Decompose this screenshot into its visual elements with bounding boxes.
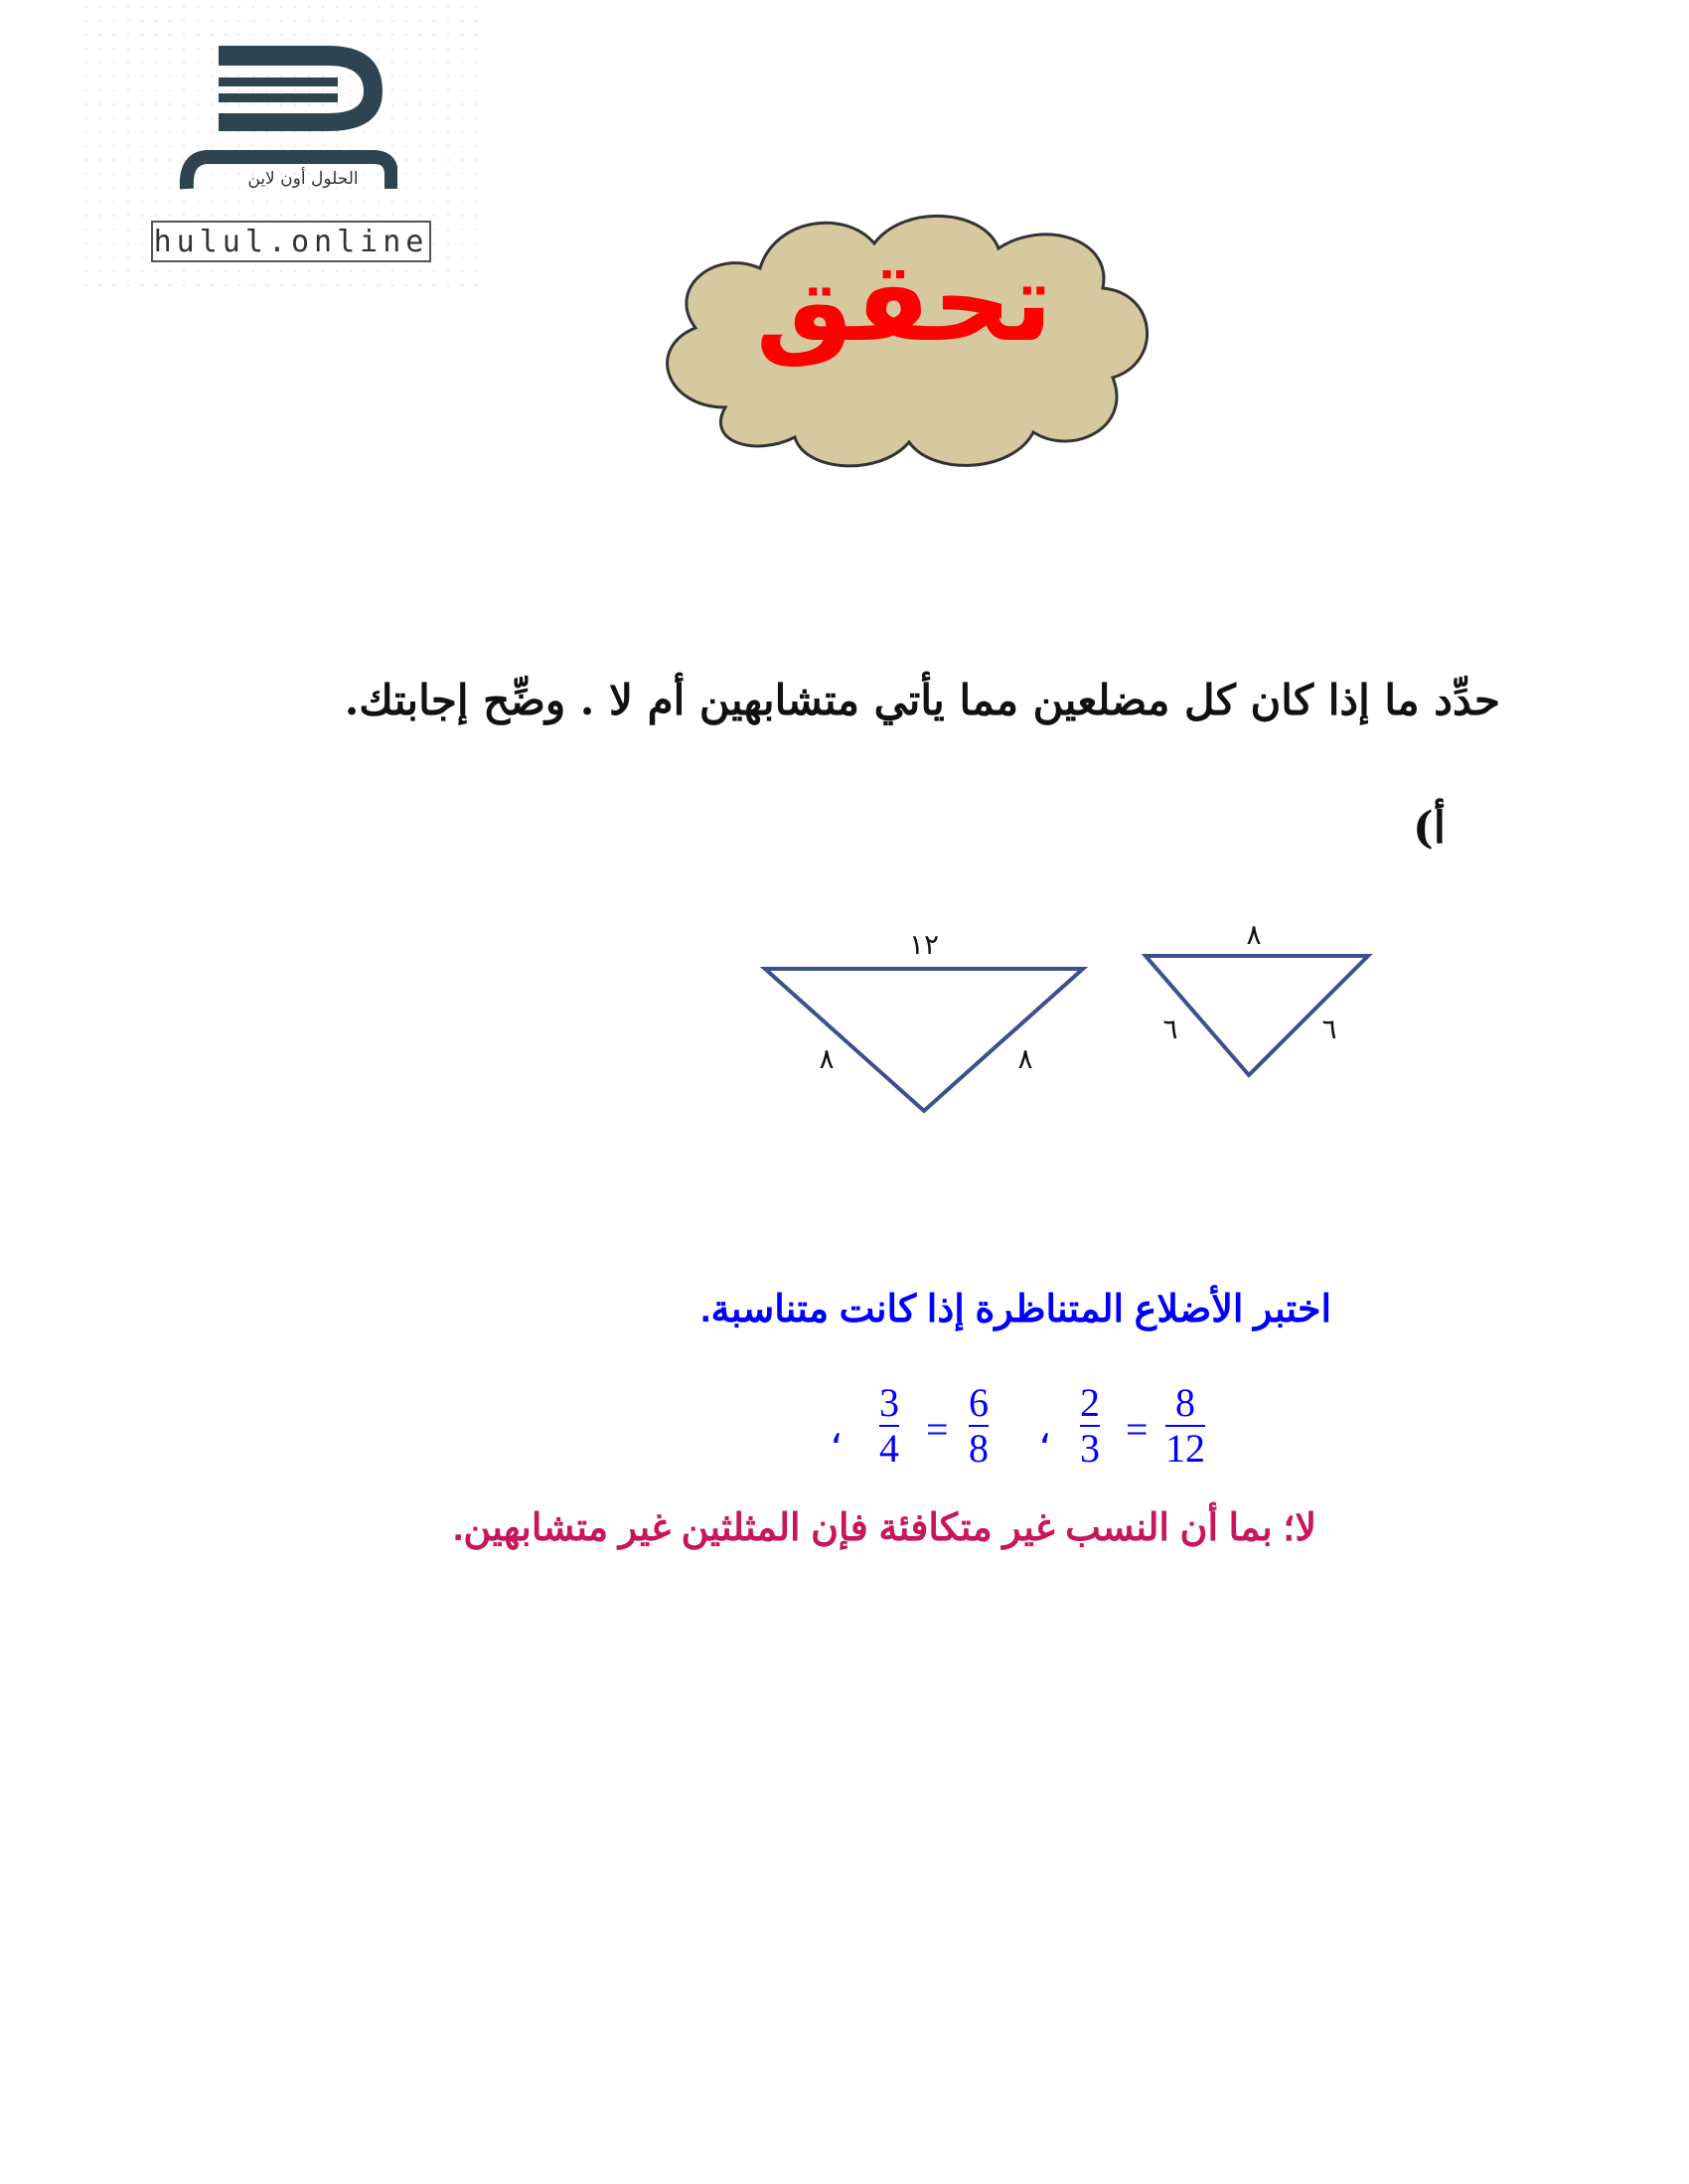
separator-2: ،: [1038, 1407, 1051, 1452]
equals-1: =: [926, 1407, 949, 1452]
left-triangle: [765, 969, 1083, 1111]
right-triangle-left-label: ٦: [1162, 1013, 1178, 1045]
separator-1: ،: [830, 1407, 843, 1452]
part-label: أ): [1412, 803, 1446, 854]
fraction-6-8: 6 8: [969, 1380, 989, 1471]
question-text: حدِّد ما إذا كان كل مضلعين مما يأتي متشابهين أم لا . وضِّح إجابتك.: [344, 676, 1500, 724]
triangles-figure: [735, 914, 1391, 1133]
left-triangle-top-label: ١٢: [908, 928, 940, 961]
logo-url: hulul.online: [151, 221, 431, 262]
logo: [79, 0, 487, 288]
fraction-3-4: 3 4: [879, 1380, 899, 1471]
logo-tagline: الحلول أون لاين: [247, 169, 359, 189]
equals-2: =: [1126, 1407, 1149, 1452]
right-triangle-right-label: ٦: [1321, 1013, 1337, 1045]
solution-hint: اختبر الأضلاع المتناظرة إذا كانت متناسبة.: [699, 1289, 1331, 1330]
fraction-2-3: 2 3: [1080, 1380, 1100, 1471]
left-triangle-right-label: ٨: [1017, 1042, 1033, 1075]
left-triangle-left-label: ٨: [819, 1042, 835, 1075]
right-triangle-top-label: ٨: [1246, 918, 1262, 951]
fraction-8-12: 8 12: [1165, 1380, 1205, 1471]
banner-title: تحقق: [755, 238, 1053, 366]
solution-conclusion: لا؛ بما أن النسب غير متكافئة فإن المثلثين غير متشابهين.: [452, 1507, 1316, 1549]
ratios-equation: [830, 1381, 1227, 1481]
